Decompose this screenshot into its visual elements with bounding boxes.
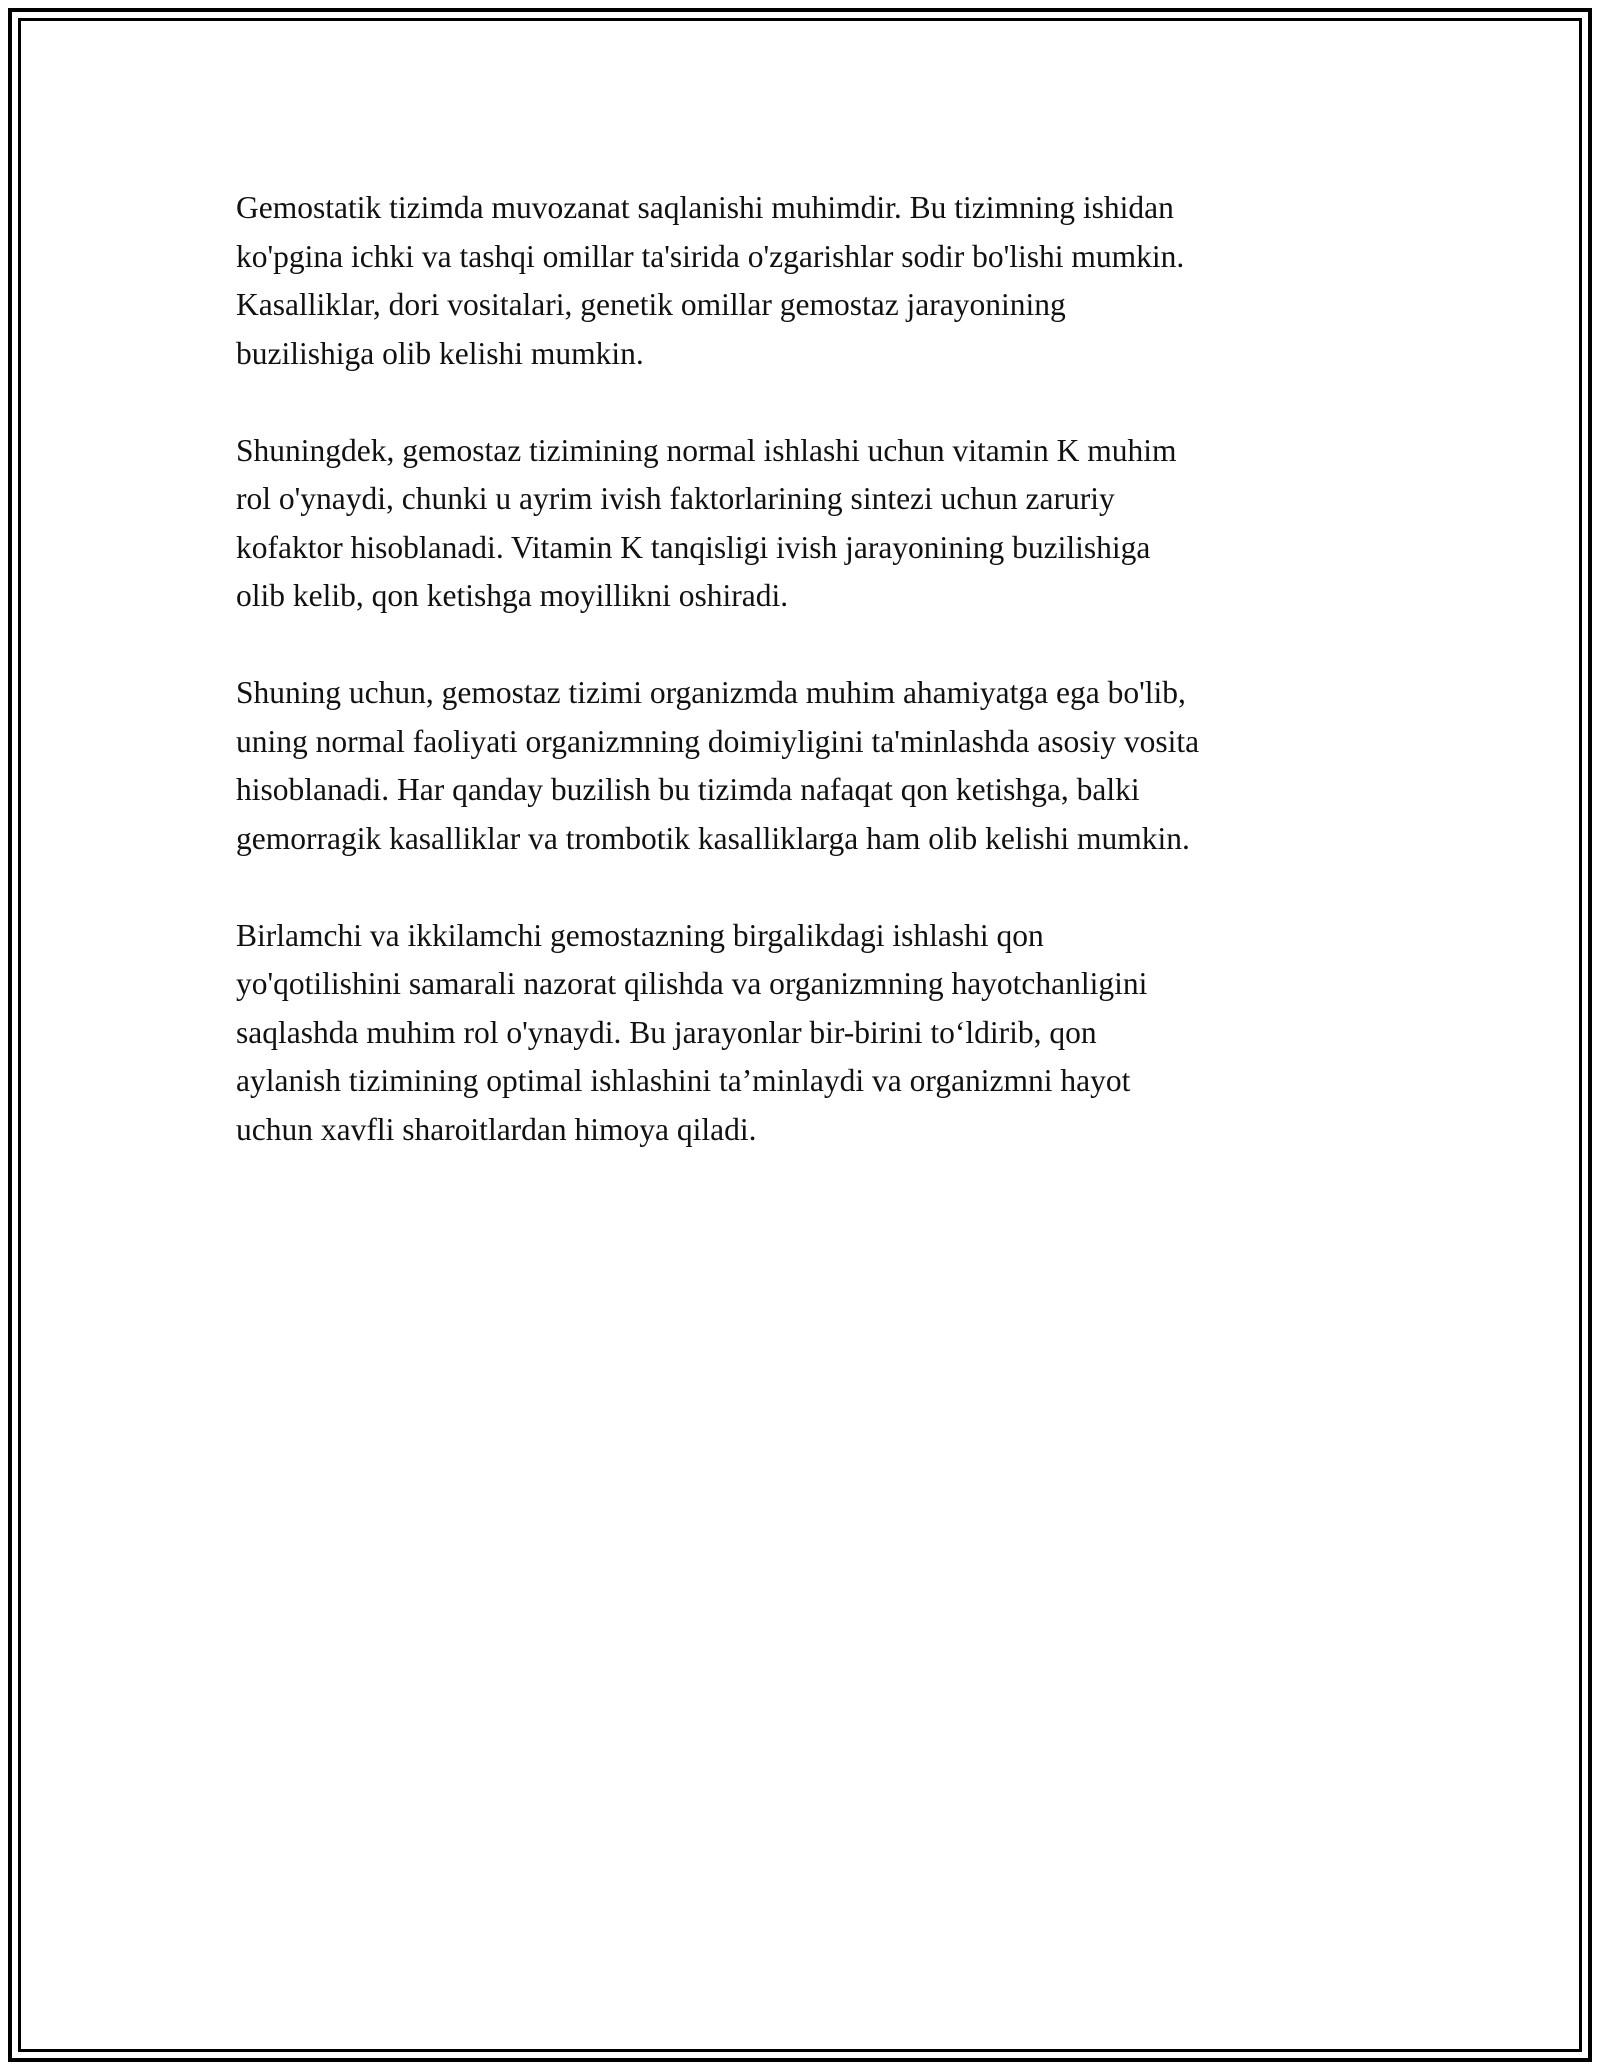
- paragraph-2: [236, 427, 1366, 621]
- text-line: ko'pgina ichki va tashqi omillar ta'sirida o'zgarishlar sodir bo'lishi mumkin.: [236, 238, 1185, 274]
- text-line: uchun xavfli sharoitlardan himoya qiladi.: [236, 1111, 757, 1147]
- text-line: gemorragik kasalliklar va trombotik kasalliklarga ham olib kelishi mumkin.: [236, 820, 1190, 856]
- text-line: aylanish tizimining optimal ishlashini ta’minlaydi va organizmni hayot: [236, 1063, 1131, 1098]
- text-line: yo'qotilishini samarali nazorat qilishda va organizmning hayotchanligini: [236, 966, 1148, 1001]
- paragraph-3: [236, 669, 1366, 863]
- document-body: [236, 184, 1366, 1203]
- text-line: hisoblanadi. Har qanday buzilish bu tizimda nafaqat qon ketishga, balki: [236, 772, 1140, 807]
- text-line: rol o'ynaydi, chunki u ayrim ivish faktorlarining sintezi uchun zaruriy: [236, 481, 1115, 516]
- paragraph-1: [236, 184, 1366, 378]
- text-line: Shuningdek, gemostaz tizimining normal ishlashi uchun vitamin K muhim: [236, 432, 1177, 468]
- text-line: kofaktor hisoblanadi. Vitamin K tanqisligi ivish jarayonining buzilishiga: [236, 529, 1151, 565]
- text-line: Gemostatik tizimda muvozanat saqlanishi muhimdir. Bu tizimning ishidan: [236, 190, 1174, 225]
- text-line: saqlashda muhim rol o'ynaydi. Bu jarayonlar bir-birini to‘ldirib, qon: [236, 1014, 1097, 1050]
- text-line: Kasalliklar, dori vositalari, genetik omillar gemostaz jarayonining: [236, 287, 1066, 322]
- text-line: Birlamchi va ikkilamchi gemostazning birgalikdagi ishlashi qon: [236, 917, 1044, 953]
- text-line: buzilishiga olib kelishi mumkin.: [236, 335, 644, 371]
- paragraph-4: [236, 912, 1366, 1155]
- text-line: Shuning uchun, gemostaz tizimi organizmda muhim ahamiyatga ega bo'lib,: [236, 675, 1186, 710]
- text-line: uning normal faoliyati organizmning doimiyligini ta'minlashda asosiy vosita: [236, 723, 1200, 759]
- text-line: olib kelib, qon ketishga moyillikni oshiradi.: [236, 578, 789, 613]
